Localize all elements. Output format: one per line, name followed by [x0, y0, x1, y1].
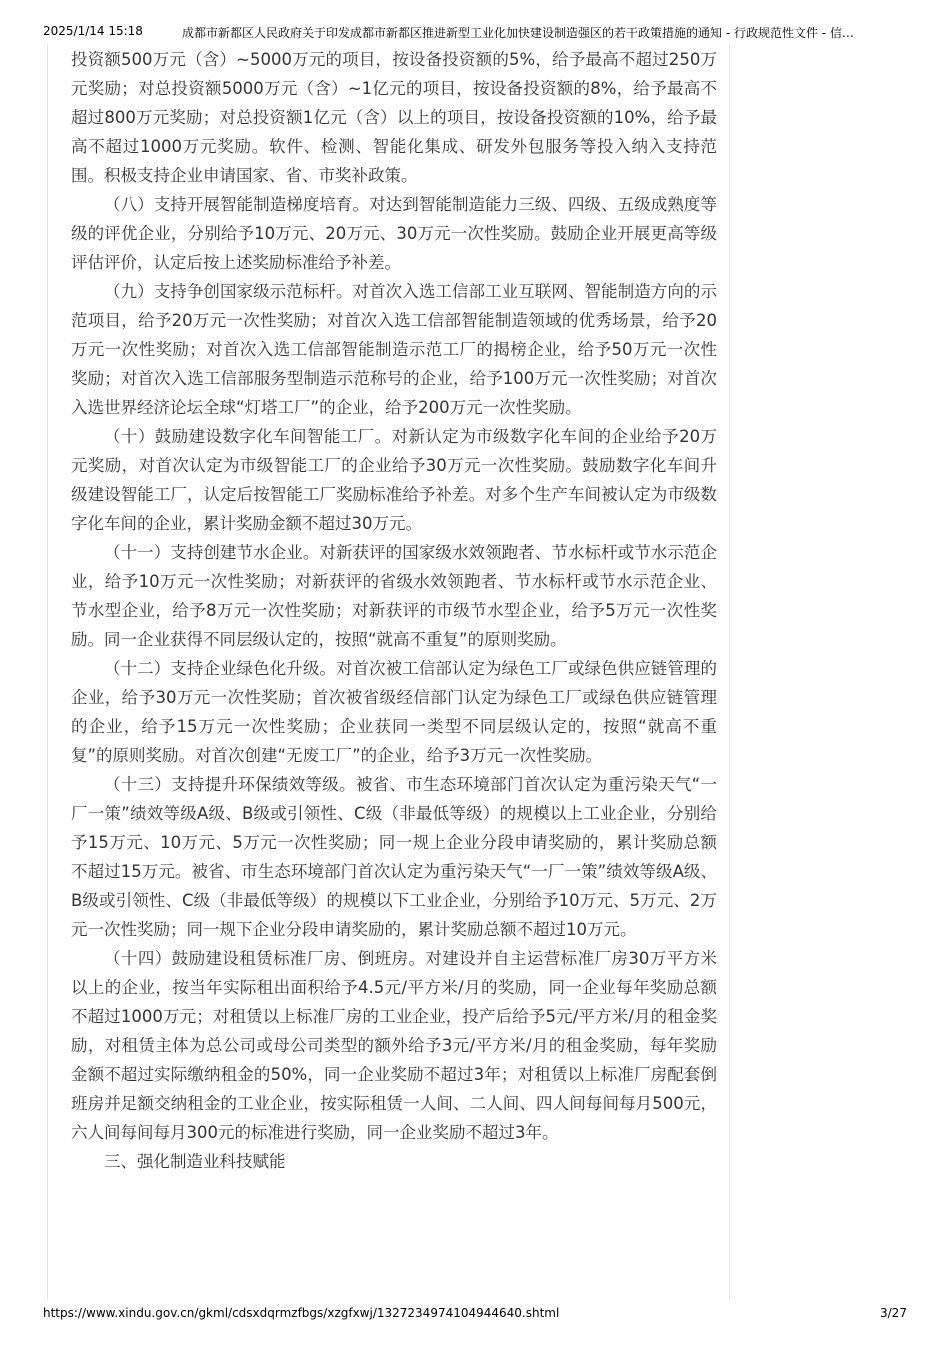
paragraph-item-10: （十）鼓励建设数字化车间智能工厂。对新认定为市级数字化车间的企业给予20万元奖励，对首次认定为市级智能工厂的企业给予30万元一次性奖励。鼓励数字化车间升级建设智能工厂，认定后按智能工厂奖励标准给予补差。对多个生产车间被认定为市级数字化车间的企业，累计奖励金额不超过30万元。	[71, 427, 717, 533]
content-border-right	[729, 44, 730, 1300]
paragraph-item-14: （十四）鼓励建设租赁标准厂房、倒班房。对建设并自主运营标准厂房30万平方米以上的企业，按当年实际租出面积给予4.5元/平方米/月的奖励，同一企业每年奖励总额不超过1000万元；对租赁以上标准厂房的工业企业，投产后给予5元/平方米/月的租金奖励，对租赁主体为总公司或母公司类型的额外给予3元/平方米/月的租金奖励，每年奖励金额不超过实际缴纳租金的50%，同一企业奖励不超过3年；对租赁以上标准厂房配套倒班房并足额交纳租金的工业企业，按实际租赁一人间、二人间、四人间每间每月500元，六人间每间每月300元的标准进行奖励，同一企业奖励不超过3年。	[71, 949, 717, 1142]
paragraph-item-11: （十一）支持创建节水企业。对新获评的国家级水效领跑者、节水标杆或节水示范企业，给予10万元一次性奖励；对新获评的省级水效领跑者、节水标杆或节水示范企业、节水型企业，给予8万元一次性奖励；对新获评的市级节水型企业，给予5万元一次性奖励。同一企业获得不同层级认定的，按照“就高不重复”的原则奖励。	[71, 543, 717, 649]
document-body	[71, 45, 717, 1176]
page-url: https://www.xindu.gov.cn/gkml/cdsxdqrmzfbgs/xzgfxwj/1327234974104944640.shtml	[43, 1306, 560, 1320]
paragraph-item-13: （十三）支持提升环保绩效等级。被省、市生态环境部门首次认定为重污染天气“一厂一策”绩效等级A级、B级或引领性、C级（非最低等级）的规模以上工业企业，分别给予15万元、10万元、5万元一次性奖励；同一规上企业分段申请奖励的，累计奖励总额不超过15万元。被省、市生态环境部门首次认定为重污染天气“一厂一策”绩效等级A级、B级或引领性、C级（非最低等级）的规模以下工业企业，分别给予10万元、5万元、2万元一次性奖励；同一规下企业分段申请奖励的，累计奖励总额不超过10万元。	[71, 775, 717, 939]
paragraph-item-9: （九）支持争创国家级示范标杆。对首次入选工信部工业互联网、智能制造方向的示范项目，给予20万元一次性奖励；对首次入选工信部智能制造领域的优秀场景，给予20万元一次性奖励；对首次入选工信部智能制造示范工厂的揭榜企业，给予50万元一次性奖励；对首次入选工信部服务型制造示范称号的企业，给予100万元一次性奖励；对首次入选世界经济论坛全球“灯塔工厂”的企业，给予200万元一次性奖励。	[71, 282, 717, 417]
paragraph-item-12: （十二）支持企业绿色化升级。对首次被工信部认定为绿色工厂或绿色供应链管理的企业，给予30万元一次性奖励；首次被省级经信部门认定为绿色工厂或绿色供应链管理的企业，给予15万元一次性奖励；企业获同一类型不同层级认定的，按照“就高不重复”的原则奖励。对首次创建“无废工厂”的企业，给予3万元一次性奖励。	[71, 659, 717, 765]
content-border-left	[47, 44, 48, 1300]
page-number: 3/27	[880, 1306, 907, 1320]
section-heading: 三、强化制造业科技赋能	[104, 1152, 286, 1171]
print-page-title: 成都市新都区人民政府关于印发成都市新都区推进新型工业化加快建设制造强区的若干政策措施的通知 - 行政规范性文件 - 信…	[182, 26, 854, 40]
paragraph-continued: 投资额500万元（含）~5000万元的项目，按设备投资额的5%，给予最高不超过250万元奖励；对总投资额5000万元（含）~1亿元的项目，按设备投资额的8%，给予最高不超过800万元奖励；对总投资额1亿元（含）以上的项目，按设备投资额的10%，给予最高不超过1000万元奖励。软件、检测、智能化集成、研发外包服务等投入纳入支持范围。积极支持企业申请国家、省、市奖补政策。	[71, 50, 717, 185]
paragraph-item-8: （八）支持开展智能制造梯度培育。对达到智能制造能力三级、四级、五级成熟度等级的评优企业，分别给予10万元、20万元、30万元一次性奖励。鼓励企业开展更高等级评估评价，认定后按上述奖励标准给予补差。	[71, 195, 717, 272]
print-datetime: 2025/1/14 15:18	[43, 24, 143, 38]
